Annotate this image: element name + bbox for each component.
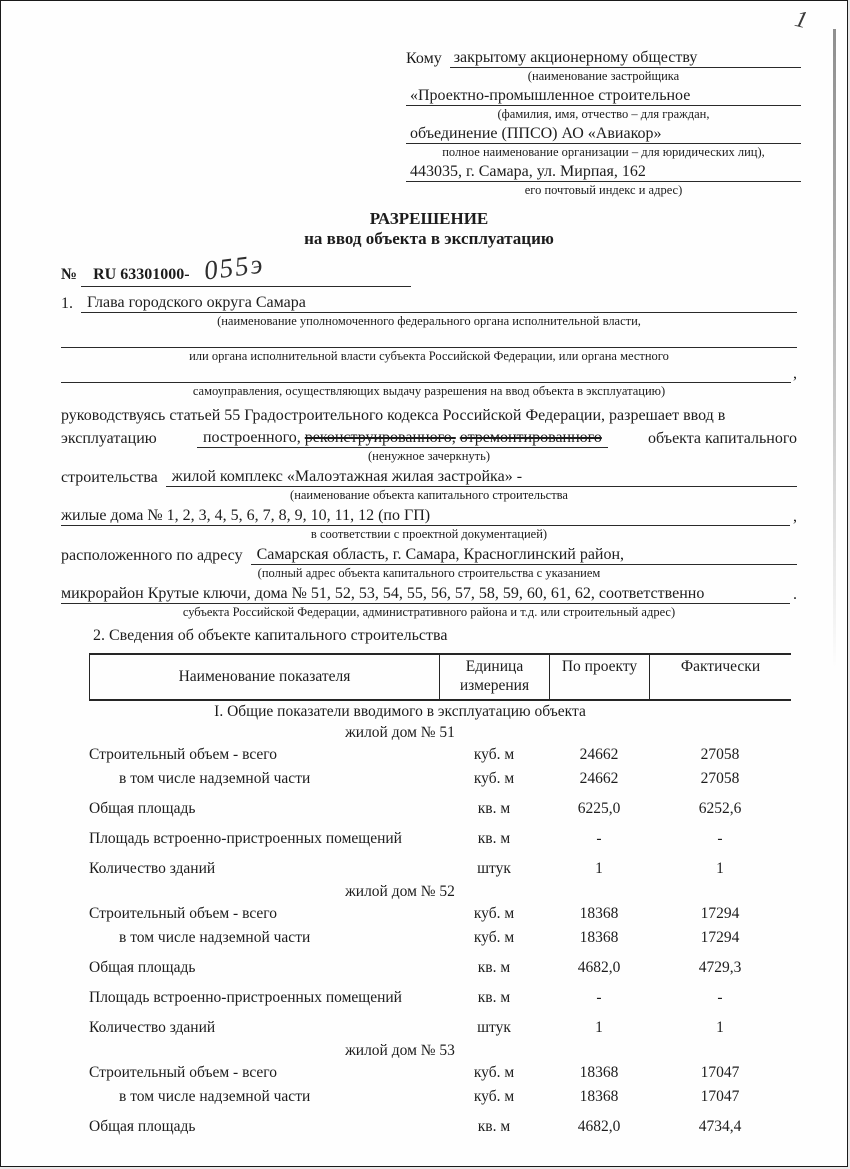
table-cell-unit: кв. м xyxy=(477,989,511,1006)
table-cell-name: Строительный объем - всего xyxy=(89,1064,277,1081)
table-cell-unit: куб. м xyxy=(473,929,515,946)
table-cell-project: 18368 xyxy=(579,929,619,946)
struck-word-1: реконструированного, xyxy=(304,429,456,446)
table-cell-name: Общая площадь xyxy=(89,959,196,976)
komu-value: закрытому акционерному обществу xyxy=(450,49,801,68)
table-row xyxy=(89,1115,791,1139)
table-cell-unit: кв. м xyxy=(477,800,511,817)
address-line-2 xyxy=(61,582,797,604)
table-cell-unit: кв. м xyxy=(477,959,511,976)
table-cell-project: 18368 xyxy=(579,905,619,922)
header-unit: Единица измерения xyxy=(439,655,549,699)
table-row xyxy=(89,767,791,791)
permit-number-printed: RU 63301000- xyxy=(93,266,190,283)
houses-line xyxy=(61,504,797,526)
title-line-2: на ввод объекта в эксплуатацию xyxy=(304,229,554,248)
permit-number-line xyxy=(61,248,797,286)
table-cell-project: 18368 xyxy=(579,1064,619,1081)
handwritten-page-number: 1 xyxy=(792,5,811,35)
section-2-title: 2. Сведения об объекте капитального строительства xyxy=(93,627,448,644)
org-address-value: 443035, г. Самара, ул. Мирпая, 162 xyxy=(406,163,801,182)
table-cell-actual: 17294 xyxy=(700,905,740,922)
org-address-line xyxy=(406,161,801,182)
table-cell-project: 4682,0 xyxy=(577,959,621,976)
table-cell-name: в том числе надземной части xyxy=(119,770,311,787)
table-row xyxy=(89,1016,791,1040)
table-cell-actual: 1 xyxy=(716,860,724,877)
table-cell-unit: штук xyxy=(477,860,511,877)
table-section-title: I. Общие показатели вводимого в эксплуатацию объекта xyxy=(214,703,586,720)
construction-line xyxy=(61,465,797,487)
address-value-2: микрорайон Крутые ключи, дома № 51, 52, 53, 54, 55, 56, 57, 58, 59, 60, 61, 62, соответственно xyxy=(61,585,790,604)
addressee-to-line xyxy=(406,47,801,68)
postal-hint: его почтовый индекс и адрес) xyxy=(524,183,683,197)
table-cell-unit: куб. м xyxy=(473,1088,515,1105)
address-trailing-period: . xyxy=(793,586,797,603)
crossout-choice-group xyxy=(197,429,608,448)
crossout-hint: (ненужное зачеркнуть) xyxy=(368,449,490,463)
houses-trailing-comma: , xyxy=(793,508,797,525)
org-fullname-hint: полное наименование организации – для юридических лиц), xyxy=(442,145,765,159)
addressee-block xyxy=(406,47,801,199)
document-title xyxy=(61,209,797,249)
table-cell-project: - xyxy=(596,989,602,1006)
table-cell-unit: штук xyxy=(477,1019,511,1036)
authority-hint-2: или органа исполнительной власти субъекта Российской Федерации, или органа местного xyxy=(189,349,669,363)
table-group-title: жилой дом № 51 xyxy=(345,724,455,741)
table-cell-name: Строительный объем - всего xyxy=(89,746,277,763)
table-row xyxy=(89,1061,791,1085)
table-cell-unit: куб. м xyxy=(473,1064,515,1081)
table-row xyxy=(89,956,791,980)
address-hint-2: субъекта Российской Федерации, административного района и т.д. или строительный адрес) xyxy=(182,605,676,619)
table-cell-actual: - xyxy=(717,989,723,1006)
table-cell-project: 1 xyxy=(595,860,603,877)
table-cell-actual: 4734,4 xyxy=(698,1118,742,1135)
table-row xyxy=(89,1085,791,1109)
table-cell-project: 24662 xyxy=(579,770,619,787)
org-name-value-2: объединение (ППСО) АО «Авиакор» xyxy=(406,125,801,144)
table-cell-actual: 1 xyxy=(716,1019,724,1036)
header-actual: Фактически xyxy=(649,655,791,699)
table-cell-actual: 27058 xyxy=(700,770,740,787)
item1-number: 1. xyxy=(61,295,73,312)
authority-value: Глава городского округа Самара xyxy=(81,294,797,313)
table-body xyxy=(89,722,791,1139)
address-hint-1: (полный адрес объекта капитального строительства с указанием xyxy=(257,566,601,580)
fio-hint: (фамилия, имя, отчество – для граждан, xyxy=(497,107,710,121)
table-cell-name: в том числе надземной части xyxy=(119,1088,311,1105)
table-cell-name: Общая площадь xyxy=(89,1118,196,1135)
table-cell-project: 6225,0 xyxy=(577,800,621,817)
table-cell-actual: 17047 xyxy=(700,1088,740,1105)
number-sign: № xyxy=(61,266,78,283)
table-cell-name: Строительный объем - всего xyxy=(89,905,277,922)
houses-list-value: жилые дома № 1, 2, 3, 4, 5, 6, 7, 8, 9, 10, 11, 12 (по ГП) xyxy=(61,507,790,526)
table-cell-project: 4682,0 xyxy=(577,1118,621,1135)
authority-hint-3: самоуправления, осуществляющих выдачу разрешения на ввод объекта в эксплуатацию) xyxy=(192,384,666,398)
table-row xyxy=(89,902,791,926)
table-cell-project: 18368 xyxy=(579,1088,619,1105)
object-tail-text: объекта капитального xyxy=(648,430,797,447)
table-cell-actual: 6252,6 xyxy=(698,800,742,817)
org-name-line-2 xyxy=(406,123,801,144)
trailing-comma: , xyxy=(793,365,797,382)
struck-word-2: отремонтированного xyxy=(459,429,602,446)
guided-text: руководствуясь статьей 55 Градостроительного кодекса Российской Федерации, разрешает ввод в xyxy=(61,407,726,424)
table-cell-project: - xyxy=(596,830,602,847)
authority-line xyxy=(61,291,797,313)
table-cell-name: Площадь встроенно-пристроенных помещений xyxy=(89,989,402,1006)
table-cell-project: 1 xyxy=(595,1019,603,1036)
authority-hint-1: (наименование уполномоченного федерального органа исполнительной власти, xyxy=(217,314,641,328)
construction-label: строительства xyxy=(61,469,158,486)
scan-artifact-line xyxy=(833,29,836,669)
table-cell-actual: - xyxy=(717,830,723,847)
table-row xyxy=(89,926,791,950)
table-cell-unit: кв. м xyxy=(477,830,511,847)
table-row xyxy=(89,743,791,767)
table-cell-name: Количество зданий xyxy=(89,1019,216,1036)
table-cell-name: Площадь встроенно-пристроенных помещений xyxy=(89,830,402,847)
table-header-row xyxy=(89,653,791,701)
table-cell-unit: куб. м xyxy=(473,746,515,763)
header-indicator-name: Наименование показателя xyxy=(89,655,439,699)
table-cell-actual: 4729,3 xyxy=(698,959,742,976)
permit-number-handwritten: 055э xyxy=(201,248,266,286)
table-cell-name: в том числе надземной части xyxy=(119,929,311,946)
built-word: построенного, xyxy=(202,429,301,446)
org-name-line-1 xyxy=(406,85,801,106)
table-cell-project: 24662 xyxy=(579,746,619,763)
object-name-value: жилой комплекс «Малоэтажная жилая застройка» - xyxy=(166,468,797,487)
exploitation-line xyxy=(61,425,797,448)
table-group-title: жилой дом № 52 xyxy=(345,883,455,900)
komu-label: Кому xyxy=(406,50,442,67)
object-name-hint: (наименование объекта капитального строительства xyxy=(290,488,568,502)
table-cell-name: Количество зданий xyxy=(89,860,216,877)
address-line-1 xyxy=(61,543,797,565)
table-cell-unit: куб. м xyxy=(473,770,515,787)
developer-name-hint: (наименование застройщика xyxy=(527,69,680,83)
address-label: расположенного по адресу xyxy=(61,547,243,564)
title-line-1: РАЗРЕШЕНИЕ xyxy=(369,209,489,228)
authority-blank-line-2 xyxy=(61,365,797,383)
permit-number-underline xyxy=(81,248,411,287)
address-value-1: Самарская область, г. Самара, Красноглинский район, xyxy=(251,546,797,565)
table-row xyxy=(89,827,791,851)
table-row xyxy=(89,986,791,1010)
table-row xyxy=(89,857,791,881)
table-cell-unit: кв. м xyxy=(477,1118,511,1135)
indicators-table xyxy=(89,653,791,1139)
table-cell-actual: 17294 xyxy=(700,929,740,946)
table-cell-actual: 17047 xyxy=(700,1064,740,1081)
table-cell-name: Общая площадь xyxy=(89,800,196,817)
table-cell-actual: 27058 xyxy=(700,746,740,763)
guided-paragraph xyxy=(61,402,797,425)
table-row xyxy=(89,797,791,821)
header-by-project: По проекту xyxy=(549,655,649,699)
table-group-title: жилой дом № 53 xyxy=(345,1042,455,1059)
table-cell-unit: куб. м xyxy=(473,905,515,922)
authority-blank-line-1 xyxy=(61,330,797,348)
exploitation-label: эксплуатацию xyxy=(61,430,157,447)
project-doc-hint: в соответствии с проектной документацией) xyxy=(310,527,548,541)
org-name-value-1: «Проектно-промышленное строительное xyxy=(406,87,801,106)
